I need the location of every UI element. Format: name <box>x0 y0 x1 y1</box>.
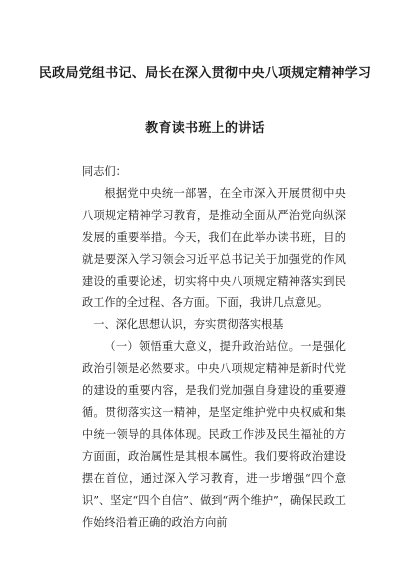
document-title-line-2: 教育读书班上的讲话 <box>145 121 265 136</box>
section-heading-1: 一、深化思想认识，夯实贯彻落实根基 <box>93 318 284 332</box>
document-title-line-1: 民政局党组书记、局长在深入贯彻中央八项规定精神学习 <box>38 66 372 81</box>
paragraph-intro: 根据党中央统一部署，在全市深入开展贯彻中央八项规定精神学习教育，是推动全面从严治党向纵深发展的重要举措。今天，我们在此举办读书班，目的就是要深入学习领会习近平总书记关于加强党的作风建设的重要论述，切实将中央八项规定精神落实到民政工作的全过程、各方面。下面，我讲几点意见。 <box>82 186 346 310</box>
paragraph-section-1-1: （一）领悟重大意义，提升政治站位。一是强化政治引领是必然要求。中央八项规定精神是新时代党的建设的重要内容，是我们党加强自身建设的重要遵循。贯彻落实这一精神，是坚定维护党中央权威和集中统一领导的具体体现。民政工作涉及民生福祉的方方面面，政治属性是其根本属性。我们要将政治建设摆在首位，通过深入学习教育，进一步增强“四个意识”、坚定“四个自信”、做到“两个维护”，确保民政工作始终沿着正确的政治方向前 <box>82 340 346 529</box>
salutation: 同志们： <box>82 165 127 178</box>
document-body <box>82 161 346 533</box>
